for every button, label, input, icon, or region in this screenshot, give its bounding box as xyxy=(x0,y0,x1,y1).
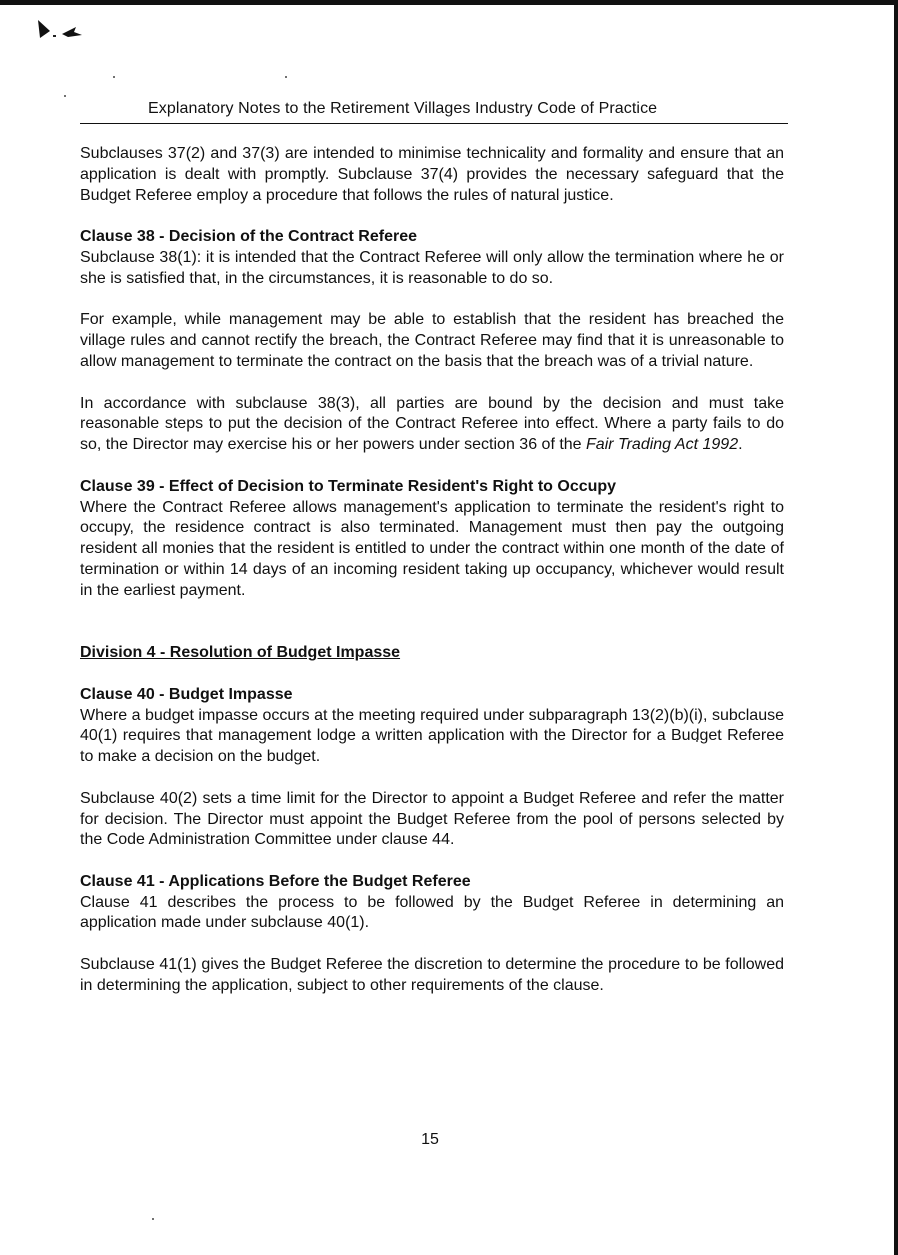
scan-speck xyxy=(285,76,287,78)
scan-speck xyxy=(152,1218,154,1220)
page-number: 15 xyxy=(421,1131,439,1148)
clause-39-heading: Clause 39 - Effect of Decision to Terminate Resident's Right to Occupy xyxy=(80,477,617,495)
scan-border-top xyxy=(0,0,898,5)
document-body xyxy=(80,144,784,1017)
paragraph: Subclause 38(1): it is intended that the Contract Referee will only allow the termination where he or she is satisfied that, in the circumstances, it is reasonable to do so. xyxy=(80,248,784,287)
paragraph: Clause 41 describes the process to be followed by the Budget Referee in determining an application made under subclause 40(1). xyxy=(80,893,784,932)
page-header xyxy=(80,99,788,124)
scan-speck xyxy=(64,95,66,97)
paragraph-end: . xyxy=(738,436,743,454)
paragraph: Subclause 41(1) gives the Budget Referee the discretion to determine the procedure to be followed in determining the application, subject to other requirements of the clause. xyxy=(80,956,784,994)
clause-38-heading: Clause 38 - Decision of the Contract Referee xyxy=(80,228,417,246)
clause-40-heading: Clause 40 - Budget Impasse xyxy=(80,685,293,703)
paragraph xyxy=(80,394,784,456)
act-title: Fair Trading Act 1992 xyxy=(586,436,739,454)
header-title: Explanatory Notes to the Retirement Villages Industry Code of Practice xyxy=(148,100,658,117)
division-4-heading: Division 4 - Resolution of Budget Impasse xyxy=(80,644,401,662)
scan-border-right xyxy=(894,0,898,1255)
clause-41-heading: Clause 41 - Applications Before the Budget Referee xyxy=(80,872,471,890)
paragraph: For example, while management may be able to establish that the resident has breached the village rules and cannot rectify the breach, the Contract Referee may find that it is unreasonable to allow management to terminate the contract on the basis that the breach was of a trivial nature. xyxy=(80,311,784,370)
paragraph: Where a budget impasse occurs at the meeting required under subparagraph 13(2)(b)(i), subclause 40(1) requires that management lodge a written application with the Director for a Budget Referee to make a decision on the budget. xyxy=(80,706,784,766)
paragraph: Subclause 40(2) sets a time limit for the Director to appoint a Budget Referee and refer the matter for decision. The Director must appoint the Budget Referee from the pool of persons selected by the Code Administration Committee under clause 44. xyxy=(80,789,784,849)
paragraph: Subclauses 37(2) and 37(3) are intended to minimise technicality and formality and ensure that an application is dealt with promptly. Subclause 37(4) provides the necessary safeguard that the Budget Referee employ a procedure that follows the rules of natural justice. xyxy=(80,145,784,204)
scan-artifact-mark xyxy=(36,18,116,46)
paragraph-text: In accordance with subclause 38(3), all parties are bound by the decision and must take reasonable steps to put the decision of the Contract Referee into effect. Where a party fails to do so, the Director may exercise his or her powers under section 36 of the xyxy=(80,394,784,454)
scan-speck xyxy=(113,76,115,78)
paragraph: Where the Contract Referee allows management's application to terminate the resident's right to occupy, the residence contract is also terminated. Management must then pay the outgoing resident all monies that the resident is entitled to under the contract within one month of the date of termination or within 14 days of an incoming resident taking up occupancy, whichever would result in the earliest payment. xyxy=(80,498,784,599)
